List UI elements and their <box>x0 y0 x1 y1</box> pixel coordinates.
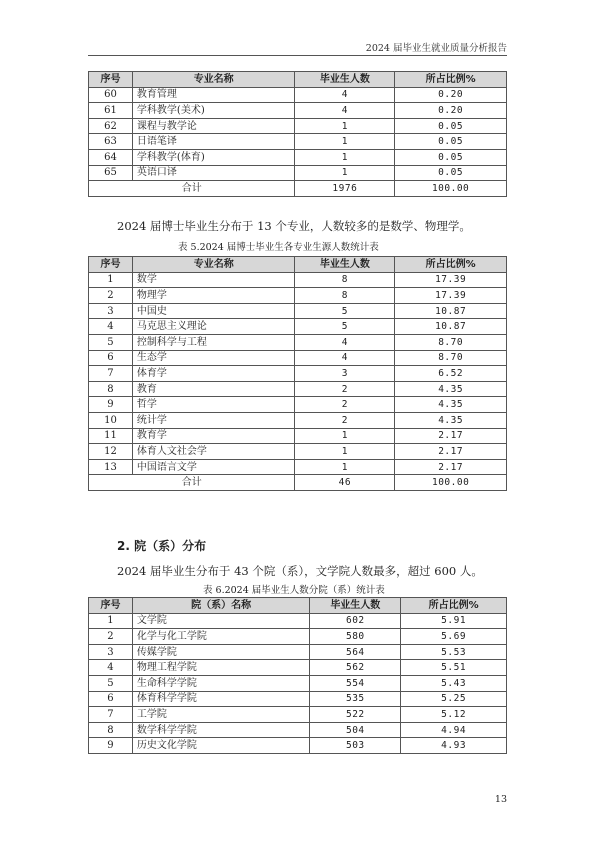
cell-name: 工学院 <box>132 707 309 723</box>
cell-index: 9 <box>89 397 133 413</box>
table-row <box>89 165 507 181</box>
cell-ratio: 8.70 <box>395 350 507 366</box>
table-row <box>89 272 507 288</box>
cell-ratio: 4.94 <box>401 722 507 738</box>
cell-index: 7 <box>89 366 133 382</box>
cell-count: 504 <box>310 722 401 738</box>
table-total-row <box>89 475 507 491</box>
cell-name: 课程与教学论 <box>132 118 295 134</box>
cell-name: 学科教学(美术) <box>132 103 295 119</box>
cell-name: 数学科学学院 <box>132 722 309 738</box>
cell-index: 61 <box>89 103 133 119</box>
cell-count: 5 <box>295 319 395 335</box>
col-header-ratio: 所占比例% <box>395 72 507 88</box>
cell-name: 哲学 <box>132 397 295 413</box>
cell-ratio: 5.69 <box>401 629 507 645</box>
cell-index: 1 <box>89 272 133 288</box>
table-row <box>89 412 507 428</box>
table-row <box>89 381 507 397</box>
cell-name: 生态学 <box>132 350 295 366</box>
table-row <box>89 366 507 382</box>
total-ratio: 100.00 <box>395 475 507 491</box>
table-row <box>89 738 507 754</box>
table-row <box>89 444 507 460</box>
cell-ratio: 4.35 <box>395 381 507 397</box>
cell-index: 6 <box>89 350 133 366</box>
table-6-caption: 表 6.2024 届毕业生人数分院（系）统计表 <box>203 585 385 596</box>
total-label: 合计 <box>89 475 295 491</box>
cell-index: 4 <box>89 660 133 676</box>
cell-name: 教育管理 <box>132 87 295 103</box>
cell-ratio: 0.05 <box>395 118 507 134</box>
cell-ratio: 5.53 <box>401 644 507 660</box>
cell-name: 化学与化工学院 <box>132 629 309 645</box>
table-5-caption: 表 5.2024 届博士毕业生各专业生源人数统计表 <box>178 242 379 253</box>
cell-name: 物理学 <box>132 288 295 304</box>
cell-count: 2 <box>295 381 395 397</box>
cell-ratio: 10.87 <box>395 319 507 335</box>
cell-ratio: 17.39 <box>395 288 507 304</box>
col-header-ratio: 所占比例% <box>395 257 507 273</box>
cell-ratio: 0.05 <box>395 149 507 165</box>
paragraph-doctoral-summary: 2024 届博士毕业生分布于 13 个专业，人数较多的是数学、物理学。 <box>117 219 471 233</box>
cell-count: 580 <box>310 629 401 645</box>
table-row <box>89 350 507 366</box>
cell-index: 3 <box>89 644 133 660</box>
cell-ratio: 5.43 <box>401 675 507 691</box>
cell-count: 4 <box>295 103 395 119</box>
cell-count: 1 <box>295 165 395 181</box>
table-row <box>89 459 507 475</box>
cell-count: 4 <box>295 87 395 103</box>
col-header-index: 序号 <box>89 598 133 614</box>
cell-index: 5 <box>89 334 133 350</box>
cell-name: 中国史 <box>132 303 295 319</box>
cell-index: 9 <box>89 738 133 754</box>
cell-name: 体育学 <box>132 366 295 382</box>
cell-ratio: 4.93 <box>401 738 507 754</box>
cell-index: 1 <box>89 613 133 629</box>
col-header-count: 毕业生人数 <box>295 72 395 88</box>
cell-index: 64 <box>89 149 133 165</box>
cell-name: 学科教学(体育) <box>132 149 295 165</box>
cell-index: 8 <box>89 381 133 397</box>
cell-index: 62 <box>89 118 133 134</box>
table-header-row <box>89 257 507 273</box>
paragraph-department-summary: 2024 届毕业生分布于 43 个院（系），文学院人数最多，超过 600 人。 <box>117 564 483 578</box>
cell-index: 3 <box>89 303 133 319</box>
cell-index: 2 <box>89 288 133 304</box>
table-row <box>89 691 507 707</box>
table-row <box>89 118 507 134</box>
cell-ratio: 0.05 <box>395 165 507 181</box>
cell-count: 522 <box>310 707 401 723</box>
cell-ratio: 4.35 <box>395 397 507 413</box>
table-row <box>89 722 507 738</box>
col-header-ratio: 所占比例% <box>401 598 507 614</box>
cell-index: 63 <box>89 134 133 150</box>
cell-name: 英语口译 <box>132 165 295 181</box>
table-row <box>89 334 507 350</box>
total-ratio: 100.00 <box>395 181 507 197</box>
cell-count: 602 <box>310 613 401 629</box>
page-header-title: 2024 届毕业生就业质量分析报告 <box>365 43 507 54</box>
cell-index: 4 <box>89 319 133 335</box>
table-5-doctoral-majors <box>88 256 507 491</box>
cell-name: 中国语言文学 <box>132 459 295 475</box>
cell-index: 11 <box>89 428 133 444</box>
cell-ratio: 5.51 <box>401 660 507 676</box>
cell-count: 8 <box>295 272 395 288</box>
cell-count: 1 <box>295 444 395 460</box>
col-header-major: 专业名称 <box>132 72 295 88</box>
cell-name: 教育 <box>132 381 295 397</box>
table-row <box>89 149 507 165</box>
table-row <box>89 707 507 723</box>
table-body <box>89 272 507 490</box>
cell-name: 物理工程学院 <box>132 660 309 676</box>
col-header-count: 毕业生人数 <box>310 598 401 614</box>
cell-count: 535 <box>310 691 401 707</box>
cell-name: 日语笔译 <box>132 134 295 150</box>
table-row <box>89 613 507 629</box>
cell-count: 2 <box>295 412 395 428</box>
cell-count: 3 <box>295 366 395 382</box>
cell-name: 文学院 <box>132 613 309 629</box>
cell-name: 体育科学学院 <box>132 691 309 707</box>
cell-count: 1 <box>295 149 395 165</box>
cell-index: 13 <box>89 459 133 475</box>
cell-ratio: 5.91 <box>401 613 507 629</box>
page-number: 13 <box>494 794 507 805</box>
cell-count: 2 <box>295 397 395 413</box>
cell-count: 564 <box>310 644 401 660</box>
cell-ratio: 17.39 <box>395 272 507 288</box>
cell-name: 统计学 <box>132 412 295 428</box>
cell-ratio: 4.35 <box>395 412 507 428</box>
table-6-departments <box>88 597 507 754</box>
cell-count: 554 <box>310 675 401 691</box>
cell-count: 4 <box>295 334 395 350</box>
cell-ratio: 2.17 <box>395 459 507 475</box>
cell-ratio: 5.25 <box>401 691 507 707</box>
cell-count: 4 <box>295 350 395 366</box>
col-header-dept: 院（系）名称 <box>132 598 309 614</box>
table-row <box>89 675 507 691</box>
col-header-major: 专业名称 <box>132 257 295 273</box>
table-row <box>89 629 507 645</box>
total-count: 1976 <box>295 181 395 197</box>
cell-count: 503 <box>310 738 401 754</box>
table-master-majors-continued <box>88 71 507 197</box>
table-row <box>89 103 507 119</box>
cell-ratio: 6.52 <box>395 366 507 382</box>
col-header-index: 序号 <box>89 72 133 88</box>
cell-ratio: 2.17 <box>395 444 507 460</box>
cell-name: 控制科学与工程 <box>132 334 295 350</box>
col-header-index: 序号 <box>89 257 133 273</box>
table-row <box>89 288 507 304</box>
table-body <box>89 613 507 753</box>
cell-ratio: 10.87 <box>395 303 507 319</box>
cell-name: 体育人文社会学 <box>132 444 295 460</box>
cell-ratio: 2.17 <box>395 428 507 444</box>
cell-count: 1 <box>295 118 395 134</box>
cell-name: 生命科学学院 <box>132 675 309 691</box>
total-label: 合计 <box>89 181 295 197</box>
cell-index: 7 <box>89 707 133 723</box>
cell-count: 1 <box>295 134 395 150</box>
cell-name: 传媒学院 <box>132 644 309 660</box>
cell-ratio: 0.05 <box>395 134 507 150</box>
table-row <box>89 87 507 103</box>
cell-ratio: 0.20 <box>395 87 507 103</box>
cell-ratio: 8.70 <box>395 334 507 350</box>
table-body <box>89 87 507 196</box>
cell-index: 10 <box>89 412 133 428</box>
cell-count: 562 <box>310 660 401 676</box>
section-heading-department-distribution: 2. 院（系）分布 <box>117 539 207 553</box>
table-row <box>89 303 507 319</box>
cell-ratio: 5.12 <box>401 707 507 723</box>
cell-index: 8 <box>89 722 133 738</box>
cell-count: 1 <box>295 459 395 475</box>
cell-name: 历史文化学院 <box>132 738 309 754</box>
table-row <box>89 319 507 335</box>
col-header-count: 毕业生人数 <box>295 257 395 273</box>
cell-count: 1 <box>295 428 395 444</box>
table-row <box>89 660 507 676</box>
cell-count: 8 <box>295 288 395 304</box>
total-count: 46 <box>295 475 395 491</box>
cell-name: 数学 <box>132 272 295 288</box>
table-header-row <box>89 72 507 88</box>
cell-count: 5 <box>295 303 395 319</box>
header-rule <box>88 55 507 56</box>
cell-index: 5 <box>89 675 133 691</box>
table-row <box>89 428 507 444</box>
cell-index: 60 <box>89 87 133 103</box>
cell-index: 12 <box>89 444 133 460</box>
cell-ratio: 0.20 <box>395 103 507 119</box>
table-row <box>89 134 507 150</box>
cell-name: 马克思主义理论 <box>132 319 295 335</box>
table-row <box>89 397 507 413</box>
cell-index: 65 <box>89 165 133 181</box>
cell-index: 2 <box>89 629 133 645</box>
table-row <box>89 644 507 660</box>
cell-name: 教育学 <box>132 428 295 444</box>
table-total-row <box>89 181 507 197</box>
table-header-row <box>89 598 507 614</box>
cell-index: 6 <box>89 691 133 707</box>
